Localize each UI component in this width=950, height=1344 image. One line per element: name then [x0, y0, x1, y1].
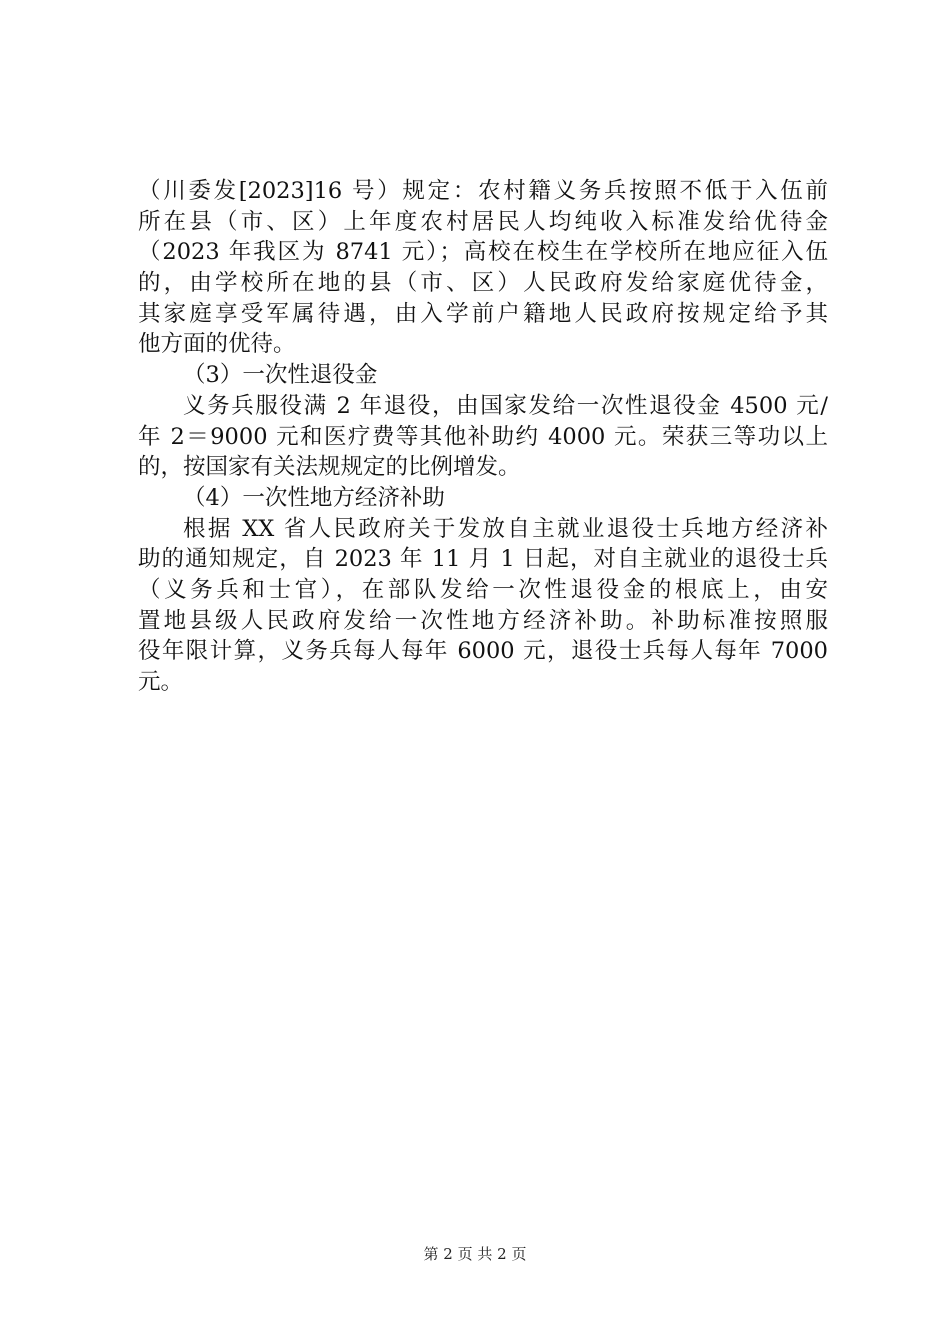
text-line: （川委发[2023]16 号）规定：农村籍义务兵按照不低于入伍前	[138, 178, 828, 204]
text-line: （义务兵和士官），在部队发给一次性退役金的根底上，由安	[138, 576, 828, 603]
text-line: 的，由学校所在地的县（市、区）人民政府发给家庭优待金，	[138, 270, 828, 297]
text-line: 他方面的优待。	[138, 331, 296, 358]
page-footer: 第 2 页 共 2 页	[423, 1245, 527, 1263]
text-line: 元。	[138, 669, 184, 695]
text-line: （2023 年我区为 8741 元）；高校在校生在学校所在地应征入伍	[138, 239, 828, 266]
text-line: 置地县级人民政府发给一次性地方经济补助。补助标准按照服	[138, 607, 828, 634]
text-line: 年 2＝9000 元和医疗费等其他补助约 4000 元。荣获三等功以上	[138, 423, 828, 450]
text-line: 助的通知规定，自 2023 年 11 月 1 日起，对自主就业的退役士兵	[138, 546, 828, 573]
text-line: 所在县（市、区）上年度农村居民人均纯收入标准发给优待金	[138, 208, 828, 235]
section-heading-4: （4）一次性地方经济补助	[183, 484, 445, 511]
text-line: 的，按国家有关法规规定的比例增发。	[138, 454, 521, 481]
document-body	[138, 176, 828, 698]
text-line: 其家庭享受军属待遇，由入学前户籍地人民政府按规定给予其	[138, 300, 828, 327]
text-line: 役年限计算，义务兵每人每年 6000 元，退役士兵每人每年 7000	[138, 638, 828, 665]
text-line: 义务兵服役满 2 年退役，由国家发给一次性退役金 4500 元/	[183, 392, 828, 419]
text-line: 根据 XX 省人民政府关于发放自主就业退役士兵地方经济补	[183, 515, 828, 542]
section-heading-3: （3）一次性退役金	[183, 362, 378, 389]
